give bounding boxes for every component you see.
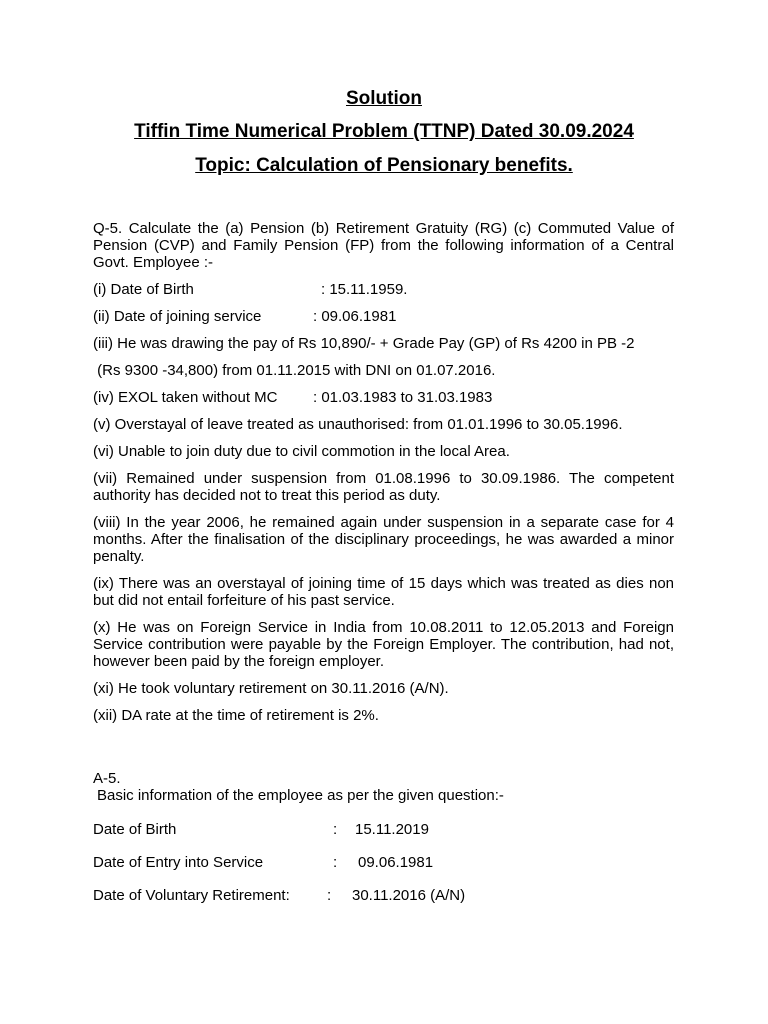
info-separator: :	[327, 887, 332, 904]
info-separator: :	[333, 854, 338, 871]
answer-intro: Basic information of the employee as per the given question:-	[97, 787, 504, 804]
info-key: Date of Voluntary Retirement:	[93, 887, 290, 904]
info-key: Date of Birth	[93, 821, 177, 838]
item-iv-label: (iv) EXOL taken without MC	[93, 389, 278, 406]
question-section	[93, 220, 674, 724]
info-value: 09.06.1981	[358, 854, 434, 871]
question-item-iv	[93, 389, 674, 406]
question-item-iii-continued: (Rs 9300 -34,800) from 01.11.2015 with DNI on 01.07.2016.	[93, 362, 496, 379]
question-item-viii: (viii) In the year 2006, he remained again under suspension in a separate case for 4 months. After the finalisation of the disciplinary proceedings, he was awarded a minor penalty.	[93, 514, 674, 565]
info-separator: :	[333, 821, 338, 838]
item-ii-value: : 09.06.1981	[313, 308, 397, 325]
info-value: 30.11.2016 (A/N)	[352, 887, 466, 904]
question-item-x: (x) He was on Foreign Service in India from 10.08.2011 to 12.05.2013 and Foreign Service contribution were payable by the Foreign Employer. The contribution, had not, however been paid by the foreign employer.	[93, 619, 674, 670]
info-key: Date of Entry into Service	[93, 854, 264, 871]
document-topic: Topic: Calculation of Pensionary benefits.	[195, 155, 573, 176]
question-item-iii: (iii) He was drawing the pay of Rs 10,890/- + Grade Pay (GP) of Rs 4200 in PB -2	[93, 335, 635, 352]
item-i-value: : 15.11.1959.	[321, 281, 408, 298]
item-ii-label: (ii) Date of joining service	[93, 308, 262, 325]
info-value: 15.11.2019	[355, 821, 429, 838]
question-item-xii: (xii) DA rate at the time of retirement is 2%.	[93, 707, 379, 724]
document-title: Solution	[346, 88, 422, 109]
question-item-vii: (vii) Remained under suspension from 01.08.1996 to 30.09.1986. The competent authority has decided not to treat this period as duty.	[93, 470, 674, 504]
question-item-v: (v) Overstayal of leave treated as unauthorised: from 01.01.1996 to 30.05.1996.	[93, 416, 623, 433]
question-item-ix: (ix) There was an overstayal of joining time of 15 days which was treated as dies non but did not entail forfeiture of his past service.	[93, 575, 674, 609]
question-item-i	[93, 281, 674, 298]
question-item-vi: (vi) Unable to join duty due to civil commotion in the local Area.	[93, 443, 510, 460]
question-intro: Q-5. Calculate the (a) Pension (b) Retirement Gratuity (RG) (c) Commuted Value of Pension (CVP) and Family Pension (FP) from the following information of a Central Govt. Employee :-	[93, 220, 674, 271]
item-iv-value: : 01.03.1983 to 31.03.1983	[313, 389, 493, 406]
answer-section	[93, 770, 674, 804]
item-i-label: (i) Date of Birth	[93, 281, 194, 298]
answer-label: A-5.	[93, 770, 121, 787]
document-subtitle: Tiffin Time Numerical Problem (TTNP) Dated 30.09.2024	[134, 121, 634, 142]
question-item-ii	[93, 308, 674, 325]
question-item-xi: (xi) He took voluntary retirement on 30.11.2016 (A/N).	[93, 680, 449, 697]
